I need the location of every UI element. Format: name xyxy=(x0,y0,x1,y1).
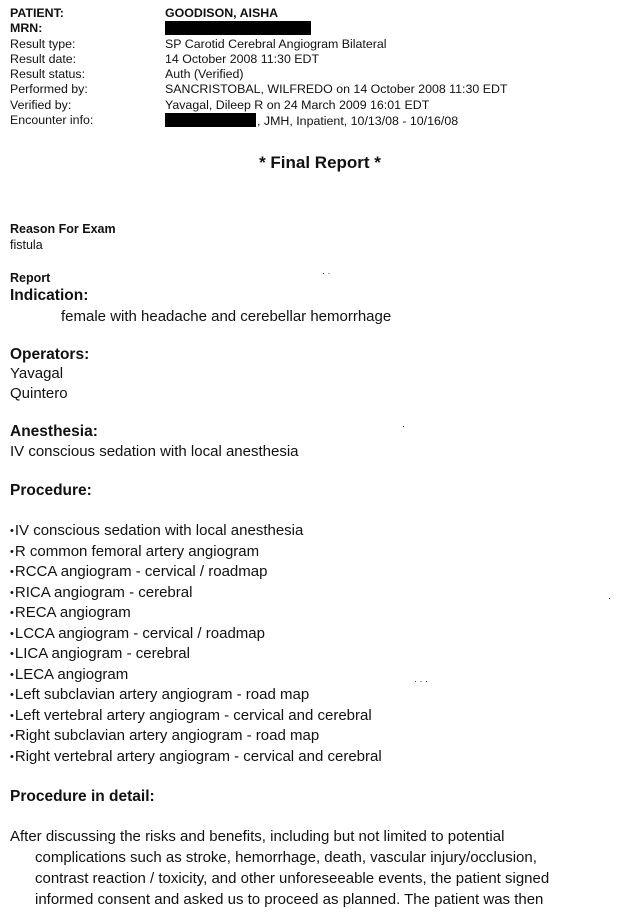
mrn-label: MRN: xyxy=(10,21,43,36)
encounter-redaction-bar xyxy=(165,113,256,127)
result-type-value: SP Carotid Cerebral Angiogram Bilateral xyxy=(165,36,387,51)
result-status-value: Auth (Verified) xyxy=(165,67,244,82)
performed-by-label: Performed by: xyxy=(10,82,88,97)
procedure-list xyxy=(10,521,382,767)
paragraph-line: contrast reaction / toxicity, and other unforeseeable events, the patient signed xyxy=(35,870,550,887)
result-type-label: Result type: xyxy=(10,36,76,51)
patient-label: PATIENT: xyxy=(10,6,64,20)
header-row-patient xyxy=(10,6,630,21)
mrn-value xyxy=(165,21,311,37)
procedure-item: •Right subclavian artery angiogram - road map xyxy=(10,727,320,744)
paragraph-line: complications such as stroke, hemorrhage, death, vascular injury/occlusion, xyxy=(35,849,537,866)
scan-speck: · · · xyxy=(414,676,428,686)
header-row-verified-by xyxy=(10,98,630,113)
paragraph-line: informed consent and asked us to proceed as planned. The patient was then xyxy=(35,891,544,908)
bullet-icon: • xyxy=(10,648,14,660)
encounter-info-value xyxy=(165,113,458,129)
bullet-icon: • xyxy=(10,627,14,640)
header-row-encounter-info xyxy=(10,113,630,128)
procedure-detail-heading: Procedure in detail: xyxy=(10,788,155,805)
procedure-detail-paragraph xyxy=(10,826,635,910)
performed-by-value: SANCRISTOBAL, WILFREDO on 14 October 2008 11:30 EDT xyxy=(165,82,508,97)
procedure-item: •R common femoral artery angiogram xyxy=(10,542,260,560)
header-row-result-status xyxy=(10,67,630,82)
scan-speck: · xyxy=(608,593,611,603)
scan-speck: · xyxy=(402,421,405,431)
procedure-item: •Left vertebral artery angiogram - cervical and cerebral xyxy=(10,706,372,724)
procedure-item: •LECA angiogram xyxy=(10,665,129,683)
bullet-icon: • xyxy=(10,545,14,558)
bullet-icon: • xyxy=(10,566,14,578)
reason-for-exam-text: fistula xyxy=(10,238,43,252)
procedure-item: •RECA angiogram xyxy=(10,604,131,621)
procedure-item: •RCCA angiogram - cervical / roadmap xyxy=(10,563,268,580)
report-title: * Final Report * xyxy=(259,153,381,172)
bullet-icon: • xyxy=(10,668,14,681)
bullet-icon: • xyxy=(10,750,14,763)
bullet-icon: • xyxy=(10,689,14,701)
bullet-icon: • xyxy=(10,525,14,537)
encounter-info-text: , JMH, Inpatient, 10/13/08 - 10/16/08 xyxy=(257,114,459,129)
bullet-icon: • xyxy=(10,607,14,619)
report-label: Report xyxy=(10,271,51,285)
result-date-label: Result date: xyxy=(10,51,77,66)
result-status-label: Result status: xyxy=(10,67,86,82)
indication-heading: Indication: xyxy=(10,287,89,304)
scan-speck: · · xyxy=(322,268,331,278)
anesthesia-text: IV conscious sedation with local anesthesia xyxy=(10,443,299,460)
operator-name: Quintero xyxy=(10,385,68,402)
anesthesia-heading: Anesthesia: xyxy=(10,423,98,440)
report-header xyxy=(10,6,630,128)
procedure-item: •IV conscious sedation with local anesthesia xyxy=(10,522,304,539)
bullet-icon: • xyxy=(10,709,14,722)
procedure-item: •RICA angiogram - cerebral xyxy=(10,583,193,601)
header-row-result-date xyxy=(10,52,630,67)
operators-heading: Operators: xyxy=(10,346,90,363)
verified-by-label: Verified by: xyxy=(10,97,72,112)
paragraph-line: After discussing the risks and benefits, including but not limited to potential xyxy=(10,828,505,845)
encounter-info-label: Encounter info: xyxy=(10,113,94,128)
reason-for-exam-heading: Reason For Exam xyxy=(10,222,116,236)
header-row-result-type xyxy=(10,37,630,52)
result-date-value: 14 October 2008 11:30 EDT xyxy=(165,51,320,66)
bullet-icon: • xyxy=(10,730,14,742)
procedure-item: •LCCA angiogram - cervical / roadmap xyxy=(10,624,265,642)
patient-name: GOODISON, AISHA xyxy=(165,6,279,20)
procedure-item: •Right vertebral artery angiogram - cervical and cerebral xyxy=(10,747,382,765)
indication-text: female with headache and cerebellar hemorrhage xyxy=(61,308,392,325)
procedure-heading: Procedure: xyxy=(10,482,92,499)
mrn-redaction-bar xyxy=(165,21,311,35)
header-row-performed-by xyxy=(10,82,630,97)
bullet-icon: • xyxy=(10,586,14,599)
procedure-item: •Left subclavian artery angiogram - road map xyxy=(10,686,310,703)
procedure-item: •LICA angiogram - cerebral xyxy=(10,645,190,662)
operator-name: Yavagal xyxy=(10,365,64,382)
verified-by-value: Yavagal, Dileep R on 24 March 2009 16:01 EDT xyxy=(165,97,430,112)
header-row-mrn xyxy=(10,21,630,36)
